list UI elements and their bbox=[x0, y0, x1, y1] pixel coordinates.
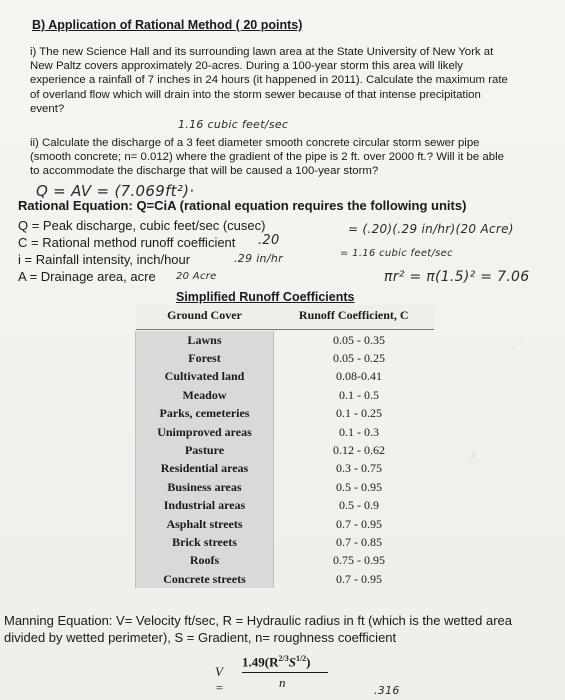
table-row bbox=[136, 552, 435, 570]
table-row bbox=[136, 405, 435, 423]
runoff-coefficient-cell: 0.7 - 0.95 bbox=[336, 571, 382, 586]
ground-cover-cell: Pasture bbox=[136, 441, 274, 459]
runoff-coefficient-cell: 0.7 - 0.85 bbox=[336, 534, 382, 549]
faint-mark: ⟋ bbox=[468, 449, 479, 462]
question-i-line: of overland flow which will drain into the storm sewer because of that intense precipitation bbox=[30, 88, 481, 101]
formula-close: ) bbox=[306, 654, 311, 670]
table-row bbox=[136, 460, 435, 478]
runoff-coefficient-cell: 0.5 - 0.9 bbox=[339, 498, 379, 513]
header-runoff-coefficient: Runoff Coefficient, C bbox=[274, 305, 435, 327]
table-row bbox=[136, 533, 435, 551]
formula-lhs: V = bbox=[215, 664, 224, 695]
runoff-table-title: Simplified Runoff Coefficients bbox=[176, 290, 355, 304]
question-ii bbox=[30, 136, 535, 179]
ground-cover-cell: Meadow bbox=[136, 386, 274, 404]
runoff-coefficient-cell: 0.3 - 0.75 bbox=[336, 461, 382, 476]
runoff-coefficient-cell: 0.1 - 0.5 bbox=[339, 387, 379, 402]
table-row bbox=[136, 331, 435, 349]
manning-line: divided by wetted perimeter), S = Gradient, n= roughness coefficient bbox=[4, 630, 397, 645]
handwritten-i: .29 in/hr bbox=[234, 252, 283, 265]
ground-cover-cell: Forest bbox=[136, 349, 274, 367]
runoff-coefficients-table bbox=[135, 305, 434, 588]
question-i-line: i) The new Science Hall and its surrounding lawn area at the State University of New York at bbox=[30, 46, 494, 58]
ground-cover-cell: Cultivated land bbox=[136, 368, 274, 386]
question-i-line: experience a rainfall of 7 inches in 24 hours (it happened in 2011). Calculate the maximum rate bbox=[30, 74, 508, 87]
manning-line: Manning Equation: V= Velocity ft/sec, R = Hydraulic radius in ft (which is the wetted area bbox=[4, 613, 512, 628]
runoff-coefficient-cell: 0.5 - 0.95 bbox=[336, 479, 382, 494]
runoff-coefficient-cell: 0.1 - 0.3 bbox=[339, 424, 379, 439]
handwritten-area: πr² = π(1.5)² = 7.06 bbox=[384, 269, 530, 285]
formula-exp-r: 2/3 bbox=[278, 654, 289, 663]
definition-q: Q = Peak discharge, cubic feet/sec (cusec) bbox=[18, 218, 266, 233]
runoff-coefficient-cell: 0.75 - 0.95 bbox=[333, 553, 385, 568]
handwritten-answer-i: 1.16 cubic feet/sec bbox=[178, 118, 289, 131]
rational-definitions bbox=[18, 217, 265, 285]
runoff-coefficient-cell: 0.05 - 0.35 bbox=[333, 332, 385, 347]
formula-numerator bbox=[242, 654, 311, 670]
ground-cover-cell: Concrete streets bbox=[136, 570, 274, 588]
table-row bbox=[136, 478, 435, 496]
ground-cover-cell: Brick streets bbox=[136, 533, 274, 551]
handwritten-work-ii: Q = AV = (7.069ft²)· bbox=[36, 182, 195, 200]
table-row bbox=[136, 423, 435, 441]
ground-cover-cell: Business areas bbox=[136, 478, 274, 496]
definition-i: i = Rainfall intensity, inch/hour bbox=[18, 252, 191, 267]
ground-cover-cell: Parks, cemeteries bbox=[136, 405, 274, 423]
table-row bbox=[136, 386, 435, 404]
formula-s: S bbox=[288, 654, 296, 670]
question-ii-line: ii) Calculate the discharge of a 3 feet diameter smooth concrete circular storm sewer pipe bbox=[30, 137, 480, 149]
runoff-coefficient-cell: 0.05 - 0.25 bbox=[333, 351, 385, 366]
fraction-bar bbox=[242, 672, 328, 673]
manning-description bbox=[4, 612, 512, 646]
table-row bbox=[136, 570, 435, 588]
question-i-line: event? bbox=[30, 102, 65, 115]
question-i-line: New Paltz covers approximately 20-acres. During a 100-year storm this area will likely bbox=[30, 60, 464, 73]
ground-cover-cell: Lawns bbox=[136, 331, 274, 349]
ground-cover-cell: Asphalt streets bbox=[136, 515, 274, 533]
runoff-coefficient-cell: 0.1 - 0.25 bbox=[336, 406, 382, 421]
handwritten-bottom: .316 bbox=[374, 684, 400, 697]
handwritten-a: 20 Acre bbox=[176, 271, 217, 282]
runoff-coefficient-cell: 0.08-0.41 bbox=[336, 369, 382, 384]
table-row bbox=[136, 441, 435, 459]
table-header-row bbox=[136, 305, 435, 327]
table-row bbox=[136, 368, 435, 386]
ground-cover-cell: Industrial areas bbox=[136, 497, 274, 515]
definition-c: C = Rational method runoff coefficient bbox=[18, 235, 236, 250]
runoff-coefficient-cell: 0.7 - 0.95 bbox=[336, 516, 382, 531]
section-heading: B) Application of Rational Method ( 20 points) bbox=[32, 18, 303, 32]
table-row bbox=[136, 497, 435, 515]
faint-mark: ⋰ bbox=[512, 340, 522, 351]
formula-num: 1.49(R bbox=[242, 654, 279, 670]
ground-cover-cell: Residential areas bbox=[136, 460, 274, 478]
question-ii-line: to accommodate the discharge that will be caused a 100-year storm? bbox=[30, 165, 379, 178]
handwritten-calc-1: = (.20)(.29 in/hr)(20 Acre) bbox=[348, 222, 514, 236]
table-row bbox=[136, 515, 435, 533]
header-divider bbox=[136, 329, 435, 330]
formula-exp-s: 1/2 bbox=[295, 654, 307, 663]
runoff-coefficient-cell: 0.12 - 0.62 bbox=[333, 443, 385, 458]
formula-denominator: n bbox=[279, 675, 286, 690]
ground-cover-cell: Unimproved areas bbox=[136, 423, 274, 441]
ground-cover-cell: Roofs bbox=[136, 552, 274, 570]
definition-a: A = Drainage area, acre bbox=[18, 269, 156, 284]
table-row bbox=[136, 349, 435, 367]
header-ground-cover: Ground Cover bbox=[136, 305, 274, 327]
handwritten-calc-2: = 1.16 cubic feet/sec bbox=[340, 248, 453, 259]
question-ii-line: (smooth concrete; n= 0.012) where the gradient of the pipe is 2 ft. over 2000 ft.? Will it be able bbox=[30, 151, 504, 164]
rational-equation-title: Rational Equation: Q=CiA (rational equation requires the following units) bbox=[18, 198, 467, 213]
handwritten-c: .20 bbox=[258, 233, 280, 248]
question-i bbox=[30, 45, 535, 116]
